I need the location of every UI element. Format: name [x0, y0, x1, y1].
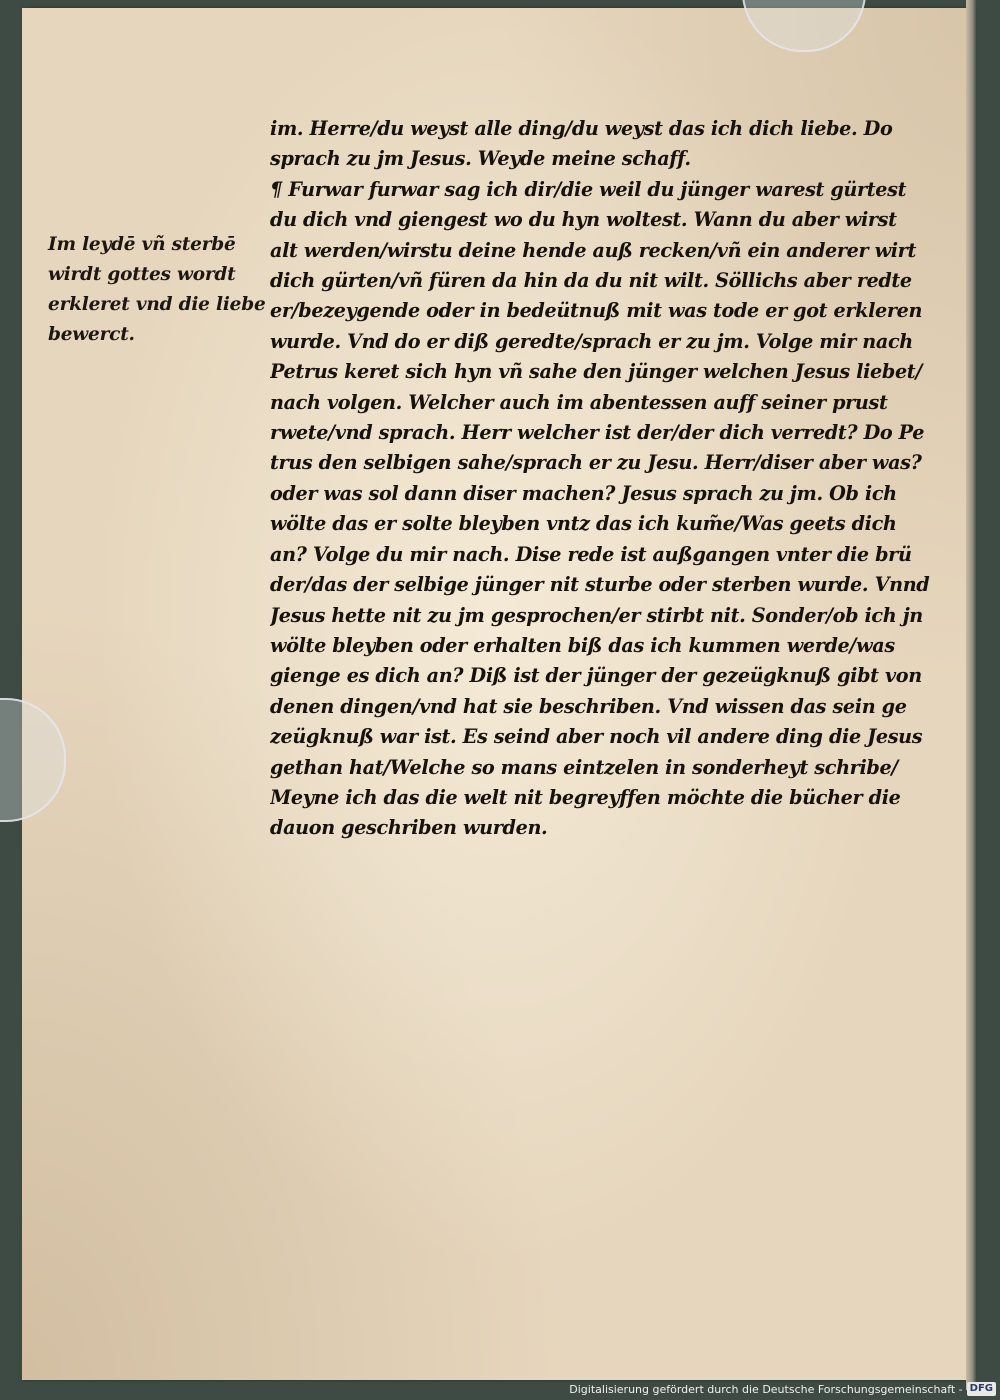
credit-text: Digitalisierung gefördert durch die Deutsche Forschungsgemeinschaft -	[569, 1382, 963, 1396]
marginal-note-line: bewerct.	[48, 324, 135, 345]
text-line: ¶ Furwar furwar sag ich dir/die weil du jünger warest gürtest	[270, 177, 907, 201]
text-line: sprach zu jm Jesus. Weyde meine schaff.	[270, 147, 691, 171]
text-line: alt werden/wirstu deine hende auß recken/vñ ein anderer wirt	[270, 238, 916, 262]
marginal-note-line: Im leydē vñ sterbē	[48, 234, 236, 255]
digitization-credit	[569, 1380, 996, 1398]
text-line: oder was sol dann diser machen? Jesus sprach zu jm. Ob ich	[270, 481, 897, 505]
dfg-logo: DFG	[967, 1382, 996, 1396]
text-line: rwete/vnd sprach. Herr welcher ist der/der dich verredt? Do Pe	[270, 421, 925, 445]
text-line: dauon geschriben wurden.	[270, 816, 548, 840]
text-line: er/bezeygende oder in bedeütnuß mit was tode er got erkleren	[270, 299, 923, 323]
text-line: Meyne ich das die welt nit begreyffen möchte die bücher die	[270, 785, 901, 809]
marginal-note-line: erkleret vnd die liebe	[48, 294, 266, 315]
plastic-clip-top	[742, 0, 866, 52]
marginal-note	[48, 230, 266, 350]
book-page	[22, 8, 972, 1380]
text-line: zeügknuß war ist. Es seind aber noch vil andere ding die Jesus	[270, 725, 923, 749]
text-line: nach volgen. Welcher auch im abentessen auff seiner prust	[270, 390, 888, 414]
plastic-clip-left	[0, 698, 66, 822]
main-text-block	[270, 114, 940, 844]
text-line: Petrus keret sich hyn vñ sahe den jünger welchen Jesus liebet/	[270, 360, 922, 384]
marginal-note-line: wirdt gottes wordt	[48, 264, 236, 285]
text-line: wurde. Vnd do er diß geredte/sprach er zu jm. Volge mir nach	[270, 329, 913, 353]
text-line: trus den selbigen sahe/sprach er zu Jesu. Herr/diser aber was?	[270, 451, 922, 475]
text-line: dich gürten/vñ füren da hin da du nit wilt. Söllichs aber redte	[270, 269, 912, 293]
text-line: an? Volge du mir nach. Dise rede ist außgangen vnter die brü	[270, 542, 912, 566]
text-line: der/das der selbige jünger nit sturbe oder sterben wurde. Vnnd	[270, 573, 930, 597]
page-edge	[966, 0, 976, 1390]
text-line: gethan hat/Welche so mans eintzelen in sonderheyt schribe/	[270, 755, 898, 779]
text-line: wölte bleyben oder erhalten biß das ich kummen werde/was	[270, 633, 895, 657]
text-line: Jesus hette nit zu jm gesprochen/er stirbt nit. Sonder/ob ich jn	[270, 603, 923, 627]
text-line: im. Herre/du weyst alle ding/du weyst das ich dich liebe. Do	[270, 117, 893, 140]
text-line: du dich vnd giengest wo du hyn woltest. Wann du aber wirst	[270, 208, 897, 232]
text-line: gienge es dich an? Diß ist der jünger der gezeügknuß gibt von	[270, 664, 922, 688]
text-line: denen dingen/vnd hat sie beschriben. Vnd wissen das sein ge	[270, 694, 907, 718]
text-line: wölte das er solte bleyben vntz das ich kum̃e/Was geets dich	[270, 512, 897, 536]
